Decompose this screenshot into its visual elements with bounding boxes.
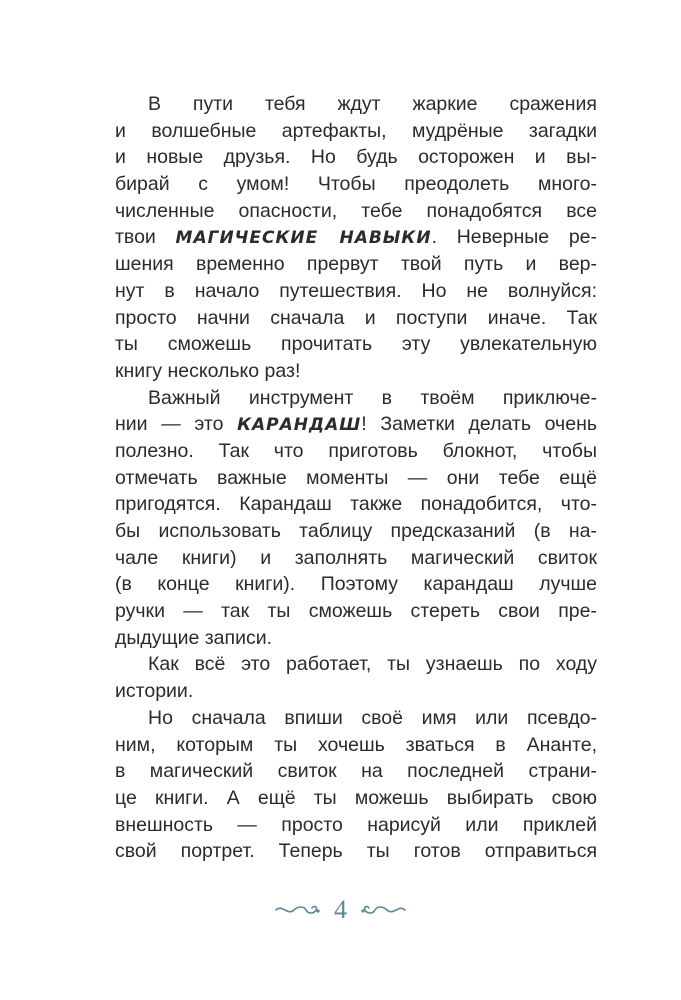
text-run: (в конце книги). Поэтому карандаш лучше [115, 573, 597, 596]
page-footer [0, 893, 681, 927]
text-line [115, 251, 597, 278]
text-line [115, 758, 597, 785]
text-run: книгу несколько раз! [115, 359, 301, 382]
text-line [115, 571, 597, 598]
text-line [115, 518, 597, 545]
highlight-term: МАГИЧЕСКИЕ НАВЫКИ [175, 228, 432, 249]
text-run: нии — это [115, 413, 238, 436]
text-run: полезно. Так что приготовь блокнот, чтобы [115, 439, 597, 462]
paragraph [115, 651, 597, 704]
text-line [115, 545, 597, 572]
text-line [115, 812, 597, 839]
text-run: бирай с умом! Чтобы преодолеть много- [115, 173, 597, 196]
paragraph [115, 385, 597, 652]
text-run: просто начни сначала и поступи иначе. Так [115, 306, 597, 329]
text-run: Важный инструмент в твоём приключе- [148, 386, 597, 409]
text-line [115, 331, 597, 358]
text-line [115, 91, 597, 118]
text-run: чале книги) и заполнять магический свиток [115, 546, 597, 569]
flourish-left-icon [274, 902, 322, 918]
text-run: ты сможешь прочитать эту увлекательную [115, 333, 597, 356]
text-line [115, 171, 597, 198]
text-line [115, 305, 597, 332]
paragraph [115, 705, 597, 865]
text-line [115, 224, 597, 251]
text-line [115, 385, 597, 412]
text-run: отмечать важные моменты — они тебе ещё [115, 466, 597, 489]
text-run: . Неверные ре- [431, 226, 598, 249]
text-line [115, 438, 597, 465]
text-run: численные опасности, тебе понадобятся все [115, 199, 597, 222]
text-run: пригодятся. Карандаш также понадобится, что- [115, 493, 597, 516]
text-line [115, 732, 597, 759]
text-line [115, 465, 597, 492]
text-line [115, 411, 597, 438]
text-line [115, 705, 597, 732]
text-line [115, 144, 597, 171]
text-run: бы использовать таблицу предсказаний (в на- [115, 520, 597, 542]
text-line [115, 118, 597, 145]
paragraph [115, 91, 597, 385]
highlight-term: КАРАНДАШ [237, 415, 362, 436]
text-run: в магический свиток на последней страни- [115, 760, 597, 783]
text-run: нут в начало путешествия. Но не волнуйся: [115, 279, 597, 302]
flourish-right-icon [359, 902, 407, 918]
text-line [115, 598, 597, 625]
body-text [115, 91, 597, 865]
text-run: и новые друзья. Но будь осторожен и вы- [115, 146, 597, 169]
text-run: и волшебные артефакты, мудрёные загадки [115, 119, 597, 142]
text-run: Но сначала впиши своё имя или псевдо- [148, 706, 597, 729]
text-run: внешность — просто нарисуй или приклей [115, 813, 597, 836]
text-run: твои [115, 226, 176, 249]
text-line [115, 785, 597, 812]
text-line [115, 838, 597, 865]
page-number: 4 [334, 895, 347, 924]
text-run: ручки — так ты сможешь стереть свои пре- [115, 600, 597, 623]
text-run: Как всё это работает, ты узнаешь по ходу [148, 653, 597, 676]
text-run: истории. [115, 680, 194, 703]
text-run: дыдущие записи. [115, 626, 273, 649]
text-run: В пути тебя ждут жаркие сражения [148, 93, 597, 115]
text-run: свой портрет. Теперь ты готов отправиться [115, 840, 597, 863]
text-line [115, 678, 597, 705]
text-line [115, 491, 597, 518]
text-line [115, 651, 597, 678]
text-line [115, 358, 597, 385]
text-line [115, 278, 597, 305]
text-run: шения временно прервут твой путь и вер- [115, 253, 597, 276]
text-run: це книги. А ещё ты можешь выбирать свою [115, 786, 597, 809]
text-run: ним, которым ты хочешь зваться в Ананте, [115, 733, 597, 756]
text-run: ! Заметки делать очень [361, 413, 597, 436]
text-line [115, 198, 597, 225]
text-line [115, 625, 597, 652]
